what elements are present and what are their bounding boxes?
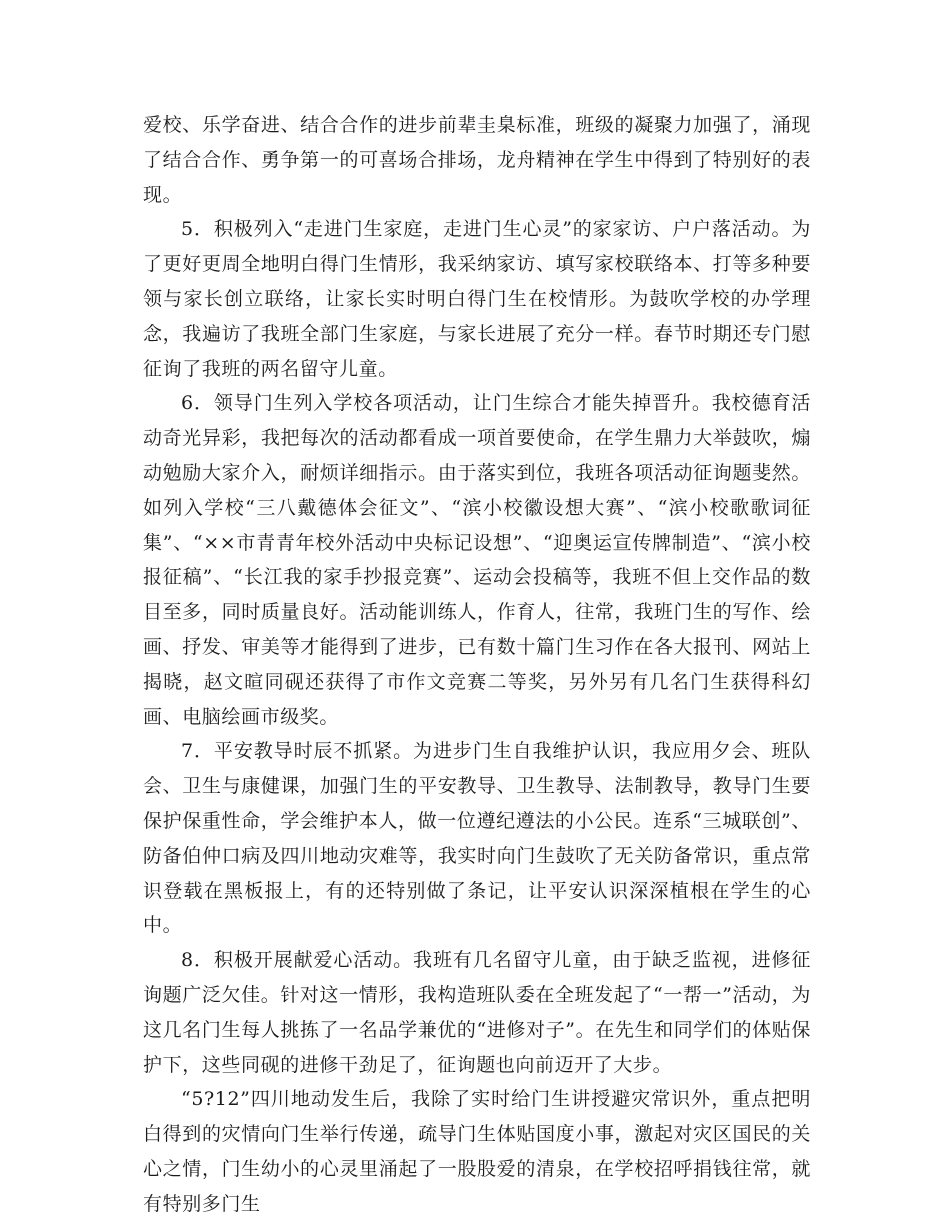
paragraph-continuation: 爱校、乐学奋进、结合合作的进步前辈圭臬标准，班级的凝聚力加强了，涌现了结合合作、勇争第一的可喜场合排场，龙舟精神在学生中得到了特别好的表现。: [143, 114, 811, 206]
paragraph-item-6: 6．领导门生列入学校各项活动，让门生综合才能失掉晋升。我校德育活动奇光异彩，我把每次的活动都看成一项首要使命，在学生鼎力大举鼓吹，煽动勉励大家介入，耐烦详细指示。由于落实到位，我班各项活动征询题斐然。如列入学校“三八戴德体会征文”、“滨小校徽设想大赛”、“滨小校歌歌词征集”、“××市青青年校外活动中央标记设想”、“迎奥运宣传牌制造”、“滨小校报征稿”、“长江我的家手抄报竞赛”、运动会投稿等，我班不但上交作品的数目至多，同时质量良好。活动能训练人，作育人，往常，我班门生的写作、绘画、抒发、审美等才能得到了进步，已有数十篇门生习作在各大报刊、网站上揭晓，赵文暄同砚还获得了市作文竞赛二等奖，另外另有几名门生获得科幻画、电脑绘画市级奖。: [143, 392, 811, 728]
document-page: [143, 108, 811, 1222]
paragraph-item-5: 5．积极列入“走进门生家庭，走进门生心灵”的家家访、户户落活动。为了更好更周全地明白得门生情形，我采纳家访、填写家校联络本、打等多种要领与家长创立联络，让家长实时明白得门生在校情形。为鼓吹学校的办学理念，我遍访了我班全部门生家庭，与家长进展了充分一样。春节时期还专门慰征询了我班的两名留守儿童。: [143, 218, 811, 380]
paragraph-earthquake: “5?12”四川地动发生后，我除了实时给门生讲授避灾常识外，重点把明白得到的灾情向门生举行传递，疏导门生体贴国度小事，激起对灾区国民的关心之情，门生幼小的心灵里涌起了一股股爱的清泉，在学校招呼捐钱往常，就有特别多门生: [143, 1088, 811, 1215]
paragraph-item-7: 7．平安教导时辰不抓紧。为进步门生自我维护认识，我应用夕会、班队会、卫生与康健课，加强门生的平安教导、卫生教导、法制教导，教导门生要保护保重性命，学会维护本人，做一位遵纪遵法的小公民。连系“三城联创”、防备伯仲口病及四川地动灾难等，我实时向门生鼓吹了无关防备常识，重点常识登载在黑板报上，有的还特别做了条记，让平安认识深深植根在学生的心中。: [143, 740, 811, 937]
paragraph-item-8: 8．积极开展献爱心活动。我班有几名留守儿童，由于缺乏监视，进修征询题广泛欠佳。针对这一情形，我构造班队委在全班发起了“一帮一”活动，为这几名门生每人挑拣了一名品学兼优的“进修对子”。在先生和同学们的体贴保护下，这些同砚的进修干劲足了，征询题也向前迈开了大步。: [143, 949, 811, 1076]
